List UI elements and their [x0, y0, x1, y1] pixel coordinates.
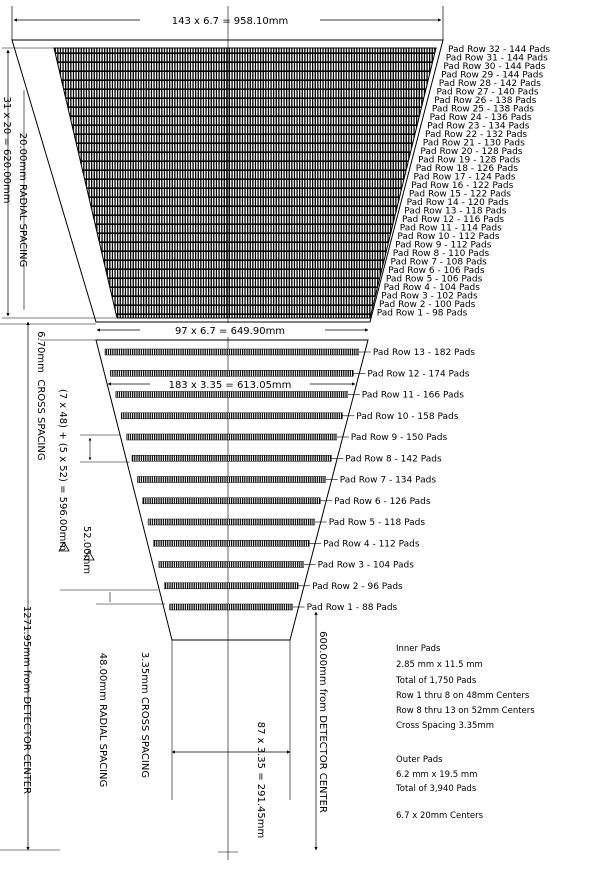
inner-bottom-dimensions: [97, 612, 328, 850]
inner-width-label: 183 x 3.35 = 613.05mm: [168, 380, 292, 391]
pad-notes: [395, 644, 535, 821]
outer-sector: [12, 40, 443, 322]
inner-pad-row-label: Pad Row 8 - 142 Pads: [345, 454, 442, 465]
outer-pad-row-label: Pad Row 32 - 144 Pads: [448, 45, 551, 55]
inner-left-dimensions: [0, 324, 165, 604]
outer-pad-row-label: Pad Row 22 - 132 Pads: [425, 130, 528, 140]
outer-pad-row-label: Pad Row 28 - 142 Pads: [438, 79, 541, 89]
outer-mid-width-label: 97 x 6.7 = 649.90mm: [174, 326, 286, 337]
outer-pad-row-label: Pad Row 18 - 126 Pads: [415, 164, 518, 174]
outer-note-line: 6.2 mm x 19.5 mm: [396, 770, 478, 780]
outer-pad-row-label: Pad Row 2 - 100 Pads: [379, 300, 476, 310]
inner-pad-row-strip: [170, 604, 293, 610]
inner-note-line: Row 8 thru 13 on 52mm Centers: [396, 706, 535, 716]
inner-pad-row-strip: [137, 477, 325, 483]
outer-pad-row-label: Pad Row 13 - 118 Pads: [404, 206, 507, 217]
inner-pad-row-label: Pad Row 13 - 182 Pads: [372, 348, 475, 358]
inner-pad-row-strip: [127, 434, 337, 440]
inner-gap-label: 6.70mm: [35, 331, 46, 373]
inner-pad-row-label: Pad Row 5 - 118 Pads: [328, 518, 426, 528]
outer-radial-spacing-label: 20.00mm RADIAL SPACING: [17, 132, 28, 268]
outer-mid-dimension: [97, 323, 368, 337]
inner-pad-row-strip: [110, 370, 353, 376]
inner-pad-row-label: Pad Row 3 - 104 Pads: [317, 560, 414, 571]
inner-detector-center-label: 600.00mm from DETECTOR CENTER: [317, 631, 328, 813]
inner-pad-row-label: Pad Row 10 - 158 Pads: [356, 411, 459, 422]
outer-top-width-label: 143 x 6.7 = 958.10mm: [171, 16, 289, 27]
outer-pad-row-label: Pad Row 15 - 122 Pads: [408, 189, 511, 200]
outer-pad-row-label: Pad Row 3 - 102 Pads: [381, 291, 478, 302]
outer-pad-row-label: Pad Row 24 - 136 Pads: [429, 113, 532, 123]
outer-pad-row-label: Pad Row 29 - 144 Pads: [441, 70, 544, 81]
inner-pad-row-strip: [164, 583, 298, 589]
outer-pad-row-label: Pad Row 12 - 116 Pads: [402, 215, 505, 225]
outer-pad-row-label: Pad Row 5 - 106 Pads: [385, 274, 483, 285]
outer-pad-row-label: Pad Row 17 - 124 Pads: [413, 172, 516, 183]
outer-note-line: Total of 3,940 Pads: [396, 784, 477, 794]
inner-pad-row-label: Pad Row 12 - 174 Pads: [367, 369, 470, 380]
outer-pad-row-label: Pad Row 30 - 144 Pads: [443, 62, 546, 72]
outer-detector-dimension: [0, 322, 60, 850]
inner-cross-spacing-label: CROSS SPACING: [35, 379, 46, 461]
outer-pad-row-label: Pad Row 11 - 114 Pads: [399, 223, 502, 234]
inner-cross-label: 3.35mm CROSS SPACING: [139, 651, 150, 779]
inner-note-line: 2.85 mm x 11.5 mm: [396, 660, 483, 670]
outer-pad-row-label: Pad Row 25 - 138 Pads: [431, 104, 534, 115]
outer-pad-grid: [54, 48, 436, 318]
inner-notes-title: Inner Pads: [396, 644, 441, 654]
outer-pad-row-label: Pad Row 27 - 140 Pads: [436, 87, 539, 98]
inner-pad-row-strip: [105, 349, 359, 355]
inner-pad-row-label: Pad Row 2 - 96 Pads: [312, 581, 403, 592]
inner-pad-row-strip: [132, 455, 331, 461]
inner-pad-row-strip: [143, 498, 321, 504]
outer-pad-row-label: Pad Row 8 - 110 Pads: [392, 249, 490, 259]
outer-pad-row-label: Pad Row 19 - 128 Pads: [418, 155, 521, 166]
outer-pad-row-label: Pad Row 1 - 98 Pads: [376, 308, 468, 319]
outer-pad-row-label: Pad Row 21 - 130 Pads: [422, 138, 525, 149]
outer-pad-row-label: Pad Row 9 - 112 Pads: [395, 240, 492, 251]
outer-pad-row-label: Pad Row 23 - 134 Pads: [427, 121, 530, 132]
inner-pad-row-strip: [148, 519, 315, 525]
outer-pad-row-label: Pad Row 6 - 106 Pads: [388, 266, 485, 276]
outer-pad-row-label: Pad Row 10 - 112 Pads: [397, 232, 500, 242]
inner-48-radial-label: 48.00mm RADIAL SPACING: [97, 652, 108, 788]
outer-notes-title: Outer Pads: [396, 755, 443, 765]
inner-52-label: 52.00mm: [81, 525, 92, 575]
outer-note-line: 6.7 x 20mm Centers: [396, 811, 484, 821]
inner-note-line: Total of 1,750 Pads: [396, 676, 477, 686]
inner-pad-row-strip: [159, 562, 304, 568]
outer-pad-row-label: Pad Row 7 - 108 Pads: [390, 257, 487, 268]
inner-pad-row-label: Pad Row 7 - 134 Pads: [339, 475, 437, 486]
outer-pad-row-label: Pad Row 14 - 120 Pads: [406, 198, 509, 208]
inner-pad-row-strip: [116, 392, 348, 398]
inner-pad-row-label: Pad Row 6 - 126 Pads: [334, 496, 431, 507]
outer-pad-row-label: Pad Row 31 - 144 Pads: [445, 53, 548, 64]
outer-pad-row-label: Pad Row 26 - 138 Pads: [434, 96, 537, 106]
outer-pad-row-label: Pad Row 4 - 104 Pads: [383, 283, 480, 293]
inner-note-line: Row 1 thru 8 on 48mm Centers: [396, 691, 530, 701]
inner-pad-row-label: Pad Row 9 - 150 Pads: [350, 433, 448, 443]
inner-pad-row-label: Pad Row 11 - 166 Pads: [361, 390, 464, 401]
inner-pad-row-label: Pad Row 4 - 112 Pads: [323, 539, 420, 550]
outer-pad-row-label: Pad Row 16 - 122 Pads: [411, 181, 514, 191]
inner-note-line: Cross Spacing 3.35mm: [396, 721, 495, 731]
inner-pad-row-label: Pad Row 1 - 88 Pads: [306, 603, 398, 613]
inner-bottom-width-label: 87 x 3.35 = 291.45mm: [255, 721, 266, 839]
outer-top-dimension: [12, 6, 443, 40]
inner-pad-row-strip: [121, 413, 342, 419]
outer-pad-row-label: Pad Row 20 - 128 Pads: [420, 147, 523, 157]
inner-pad-row-strip: [154, 540, 310, 546]
inner-formula-label: (7 x 48) + (5 x 52) = 596.00mm: [57, 388, 68, 552]
outer-radial-total-label: 31 x 20 = 620.00mm: [1, 96, 12, 204]
inner-width-dimension: [108, 377, 355, 391]
outer-detector-center-label: 1271.95mm from DETECTOR CENTER: [21, 605, 32, 795]
